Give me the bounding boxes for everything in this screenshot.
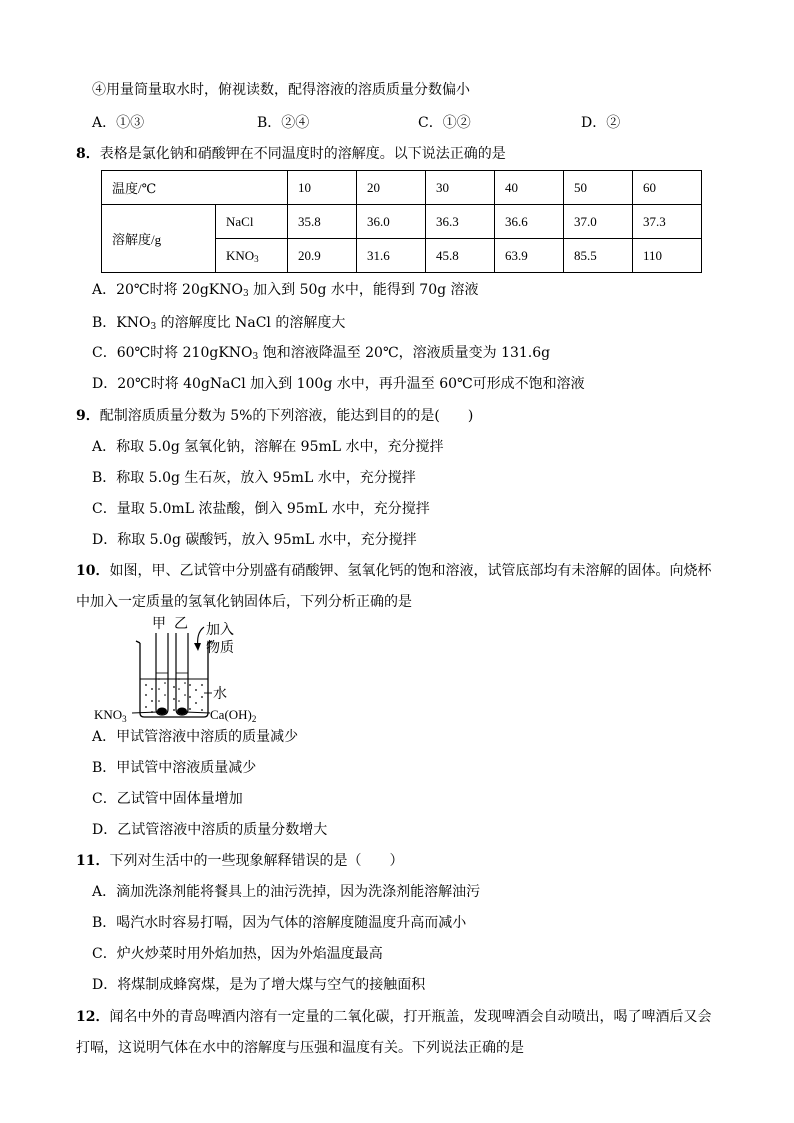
q12-stem-text: 闻名中外的青岛啤酒内溶有一定量的二氧化碳，打开瓶盖，发现啤酒会自动喷出，喝了啤酒后又会 bbox=[109, 1009, 712, 1025]
tube-b-label: 乙 bbox=[174, 616, 188, 632]
nacl-cell: 36.3 bbox=[426, 205, 495, 239]
table-row-nacl bbox=[102, 205, 702, 239]
nacl-label: NaCl bbox=[216, 205, 288, 239]
kno3-cell: 110 bbox=[633, 239, 702, 273]
q8-option-a bbox=[92, 280, 479, 300]
question-number: 10． bbox=[76, 563, 110, 579]
temp-cell: 30 bbox=[426, 171, 495, 205]
add-arrow-head bbox=[194, 643, 201, 651]
q10-option-b: B．甲试管中溶液质量减少 bbox=[92, 760, 257, 776]
add-label-1: 加入 bbox=[206, 622, 234, 638]
q8-option-c-text-2: 饱和溶液降温至 20℃，溶液质量变为 131.6g bbox=[258, 345, 551, 361]
nacl-cell: 35.8 bbox=[288, 205, 357, 239]
q10-stem-line-1 bbox=[76, 561, 711, 581]
q10-option-c: C．乙试管中固体量增加 bbox=[92, 791, 243, 807]
solubility-header: 溶解度/g bbox=[102, 205, 216, 273]
tube-b-solid bbox=[177, 708, 187, 715]
subscript: 3 bbox=[252, 352, 259, 362]
q7-option-b: B．②④ bbox=[257, 115, 310, 131]
q11-stem-text: 下列对生活中的一些现象解释错误的是（ ） bbox=[109, 853, 404, 869]
q9-stem-text: 配制溶质质量分数为 5%的下列溶液，能达到目的的是( ) bbox=[99, 408, 474, 424]
kno3-diagram-label bbox=[94, 707, 127, 723]
add-label-2: 物质 bbox=[206, 640, 234, 656]
tube-b bbox=[176, 633, 188, 715]
beaker-diagram-svg bbox=[92, 613, 282, 723]
q9-option-b: B．称取 5.0g 生石灰，放入 95mL 水中，充分搅拌 bbox=[92, 470, 416, 486]
q8-option-c bbox=[92, 343, 550, 363]
kno3-diagram-label-text: KNO bbox=[94, 707, 123, 722]
table-row-temperature bbox=[102, 171, 702, 205]
kno3-label bbox=[216, 239, 288, 273]
q8-option-b bbox=[92, 313, 345, 333]
q11-option-b: B．喝汽水时容易打嗝，因为气体的溶解度随温度升高而减小 bbox=[92, 915, 467, 931]
kno3-cell: 85.5 bbox=[564, 239, 633, 273]
q9-stem bbox=[76, 406, 473, 426]
q11-stem bbox=[76, 851, 403, 871]
temp-header: 温度/℃ bbox=[102, 171, 288, 205]
kno3-leader bbox=[132, 712, 158, 713]
nacl-cell: 37.0 bbox=[564, 205, 633, 239]
tube-a-solid bbox=[157, 708, 167, 715]
q7-option-c: C．①② bbox=[418, 115, 471, 131]
q10-stem-line-2: 中加入一定质量的氢氧化钠固体后，下列分析正确的是 bbox=[76, 594, 412, 610]
q10-stem-text: 如图，甲、乙试管中分别盛有硝酸钾、氢氧化钙的饱和溶液，试管底部均有未溶解的固体。向烧杯 bbox=[109, 563, 712, 579]
kno3-cell: 20.9 bbox=[288, 239, 357, 273]
temp-cell: 40 bbox=[495, 171, 564, 205]
question-number: 9． bbox=[76, 408, 100, 424]
temp-cell: 60 bbox=[633, 171, 702, 205]
nacl-cell: 36.0 bbox=[357, 205, 426, 239]
nacl-cell: 37.3 bbox=[633, 205, 702, 239]
q9-option-a: A．称取 5.0g 氢氧化钠，溶解在 95mL 水中，充分搅拌 bbox=[92, 439, 444, 455]
kno3-label-sub: 3 bbox=[254, 253, 259, 264]
caoh2-diagram-label-text: Ca(OH) bbox=[210, 707, 252, 722]
q9-option-c: C．量取 5.0mL 浓盐酸，倒入 95mL 水中，充分搅拌 bbox=[92, 501, 430, 517]
q10-option-d: D．乙试管溶液中溶质的质量分数增大 bbox=[92, 822, 328, 838]
kno3-label-text: KNO bbox=[226, 247, 255, 263]
subscript: 3 bbox=[150, 322, 157, 332]
q7-option-d: D．② bbox=[581, 115, 621, 131]
tube-b-dots bbox=[178, 678, 186, 702]
q8-option-a-text: A．20℃时将 20gKNO bbox=[92, 282, 243, 298]
q11-option-d: D．将煤制成蜂窝煤，是为了增大煤与空气的接触面积 bbox=[92, 977, 426, 993]
nacl-cell: 36.6 bbox=[495, 205, 564, 239]
kno3-cell: 31.6 bbox=[357, 239, 426, 273]
caoh2-diagram-label bbox=[210, 707, 256, 723]
q8-stem bbox=[76, 144, 506, 164]
kno3-cell: 63.9 bbox=[495, 239, 564, 273]
beaker-outline bbox=[140, 643, 208, 717]
q10-option-a: A．甲试管溶液中溶质的质量减少 bbox=[92, 729, 299, 745]
water-dots bbox=[145, 684, 203, 713]
caoh2-leader bbox=[185, 712, 210, 713]
q8-option-a-text-2: 加入到 50g 水中，能得到 70g 溶液 bbox=[248, 282, 479, 298]
water-label: 水 bbox=[213, 686, 227, 702]
tube-a-label: 甲 bbox=[152, 616, 166, 632]
question-number: 11． bbox=[76, 853, 110, 869]
kno3-cell: 45.8 bbox=[426, 239, 495, 273]
subscript: 3 bbox=[243, 289, 249, 299]
q8-option-d: D．20℃时将 40gNaCl 加入到 100g 水中，再升温至 60℃可形成不饱和溶液 bbox=[92, 376, 585, 392]
kno3-diagram-label-sub: 3 bbox=[122, 714, 127, 723]
question-number: 12． bbox=[76, 1009, 110, 1025]
q11-option-a: A．滴加洗涤剂能将餐具上的油污洗掉，因为洗涤剂能溶解油污 bbox=[92, 884, 481, 900]
q7-statement-4: ④用量筒量取水时，俯视读数，配得溶液的溶质质量分数偏小 bbox=[92, 82, 470, 98]
temp-cell: 10 bbox=[288, 171, 357, 205]
question-number: 8． bbox=[76, 146, 100, 162]
q11-option-c: C．炉火炒菜时用外焰加热，因为外焰温度最高 bbox=[92, 946, 383, 962]
beaker-diagram bbox=[92, 613, 282, 727]
tube-a bbox=[156, 633, 168, 715]
q8-option-c-text: C．60℃时将 210gKNO bbox=[92, 345, 253, 361]
q9-option-d: D．称取 5.0g 碳酸钙，放入 95mL 水中，充分搅拌 bbox=[92, 532, 417, 548]
q7-option-a: A．①③ bbox=[92, 115, 145, 131]
q12-stem-line-2: 打嗝，这说明气体在水中的溶解度与压强和温度有关。下列说法正确的是 bbox=[76, 1040, 524, 1056]
tube-a-dots bbox=[158, 678, 166, 702]
temp-cell: 20 bbox=[357, 171, 426, 205]
q12-stem-line-1 bbox=[76, 1007, 711, 1027]
temp-cell: 50 bbox=[564, 171, 633, 205]
q8-stem-text: 表格是氯化钠和硝酸钾在不同温度时的溶解度。以下说法正确的是 bbox=[99, 146, 506, 162]
beaker-rim bbox=[136, 641, 212, 643]
caoh2-diagram-label-sub: 2 bbox=[251, 714, 257, 723]
q8-option-b-text: B．KNO bbox=[92, 315, 151, 331]
q8-option-b-text-2: 的溶解度比 NaCl 的溶解度大 bbox=[156, 315, 346, 331]
solubility-table bbox=[101, 170, 702, 273]
